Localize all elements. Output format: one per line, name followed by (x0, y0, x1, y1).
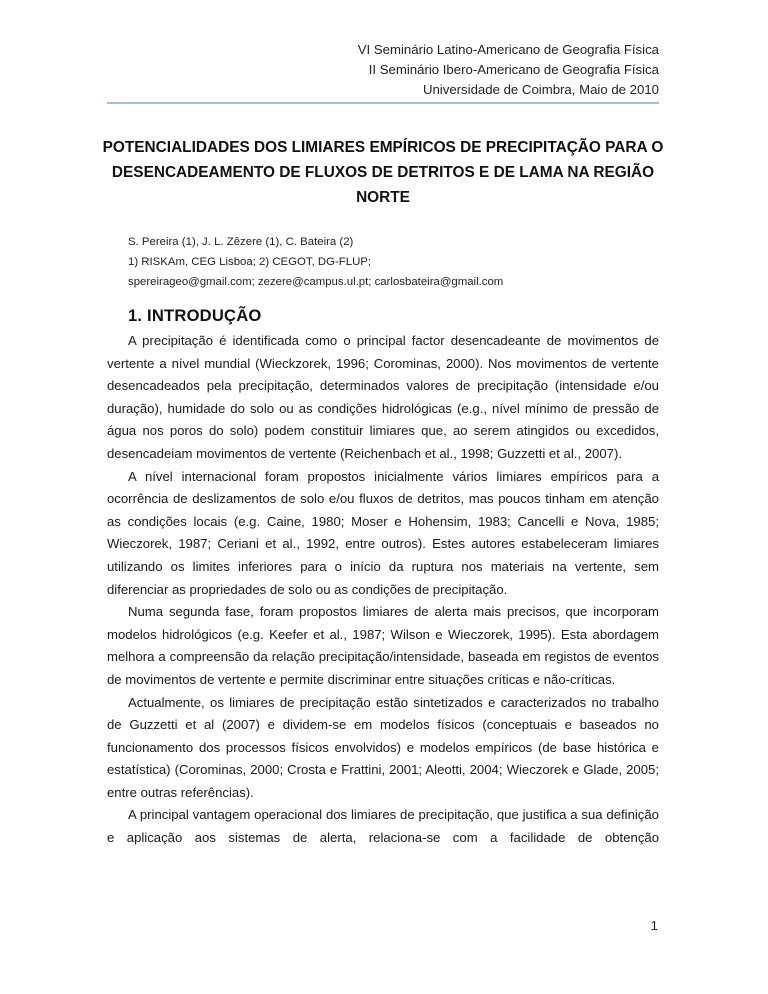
paragraph: A principal vantagem operacional dos limiares de precipitação, que justifica a sua definição e aplicação aos sistemas de alerta, relaciona-se com a facilidade de obtenção (107, 807, 659, 846)
author-affiliations: 1) RISKAm, CEG Lisboa; 2) CEGOT, DG-FLUP; (128, 256, 372, 268)
author-names: S. Pereira (1), J. L. Zêzere (1), C. Bateira (2) (128, 236, 354, 248)
header-line-venue-date: Universidade de Coimbra, Maio de 2010 (422, 82, 659, 97)
paper-title (100, 135, 666, 210)
page-number: 1 (650, 918, 658, 933)
running-header (107, 40, 659, 100)
header-line-seminar-latin: VI Seminário Latino-Americano de Geografia Física (357, 42, 659, 57)
paragraph: A nível internacional foram propostos inicialmente vários limiares empíricos para a ocorrência de deslizamentos de solo e/ou fluxos de detritos, mas poucos tinham em atenção as condições locais (e.g. Caine, 1980; Moser e Hohensim, 1983; Cancelli e Nova, 1985; Wieczorek, 1987; Ceriani et al., 1992, entre outros). Estes autores estabeleceram limiares utilizando os limites inferiores para o início da ruptura nos materiais na vertente, sem diferenciar as propriedades de solo ou as condições de precipitação. (107, 468, 659, 597)
paragraph: Actualmente, os limiares de precipitação estão sintetizados e caracterizados no trabalho de Guzzetti et al (2007) e dividem-se em modelos físicos (conceptuais e baseados no funcionamento dos processos físicos envolvidos) e modelos empíricos (de base histórica e estatística) (Corominas, 2000; Crosta e Frattini, 2001; Aleotti, 2004; Wieczorek e Glade, 2005; entre outras referências). (107, 694, 659, 800)
paragraph: A precipitação é identificada como o principal factor desencadeante de movimentos de vertente a nível mundial (Wieckzorek, 1996; Corominas, 2000). Nos movimentos de vertente desencadeados pela precipitação, determinados valores de precipitação (intensidade e/ou duração), humidade do solo ou as condições hidrológicas (e.g., nível mínimo de pressão de água nos poros do solo) podem constituir limiares que, ao serem atingidos ou excedidos, desencadeiam movimentos de vertente (Reichenbach et al., 1998; Guzzetti et al., 2007). (107, 333, 659, 461)
title-line-3: NORTE (356, 189, 410, 206)
author-emails: spereirageo@gmail.com; zezere@campus.ul.pt; carlosbateira@gmail.com (128, 276, 504, 288)
author-block (128, 232, 503, 292)
paragraph: Numa segunda fase, foram propostos limiares de alerta mais precisos, que incorporam modelos hidrológicos (e.g. Keefer et al., 1987; Wilson e Wieczorek, 1995). Esta abordagem melhora a compreensão da relação precipitação/intensidade, baseada em registos de eventos de movimentos de vertente e permite discriminar entre situações críticas e não-críticas. (107, 604, 659, 687)
title-line-2: DESENCADEAMENTO DE FLUXOS DE DETRITOS E DE LAMA NA REGIÃO (111, 164, 655, 181)
header-line-seminar-ibero: II Seminário Ibero-Americano de Geografia Física (368, 62, 659, 77)
title-line-1: POTENCIALIDADES DOS LIMIARES EMPÍRICOS DE PRECIPITAÇÃO PARA O (102, 139, 664, 156)
section-body (107, 330, 659, 850)
section-heading-introduction: 1. INTRODUÇÃO (128, 306, 262, 325)
header-rule-divider (107, 102, 659, 104)
